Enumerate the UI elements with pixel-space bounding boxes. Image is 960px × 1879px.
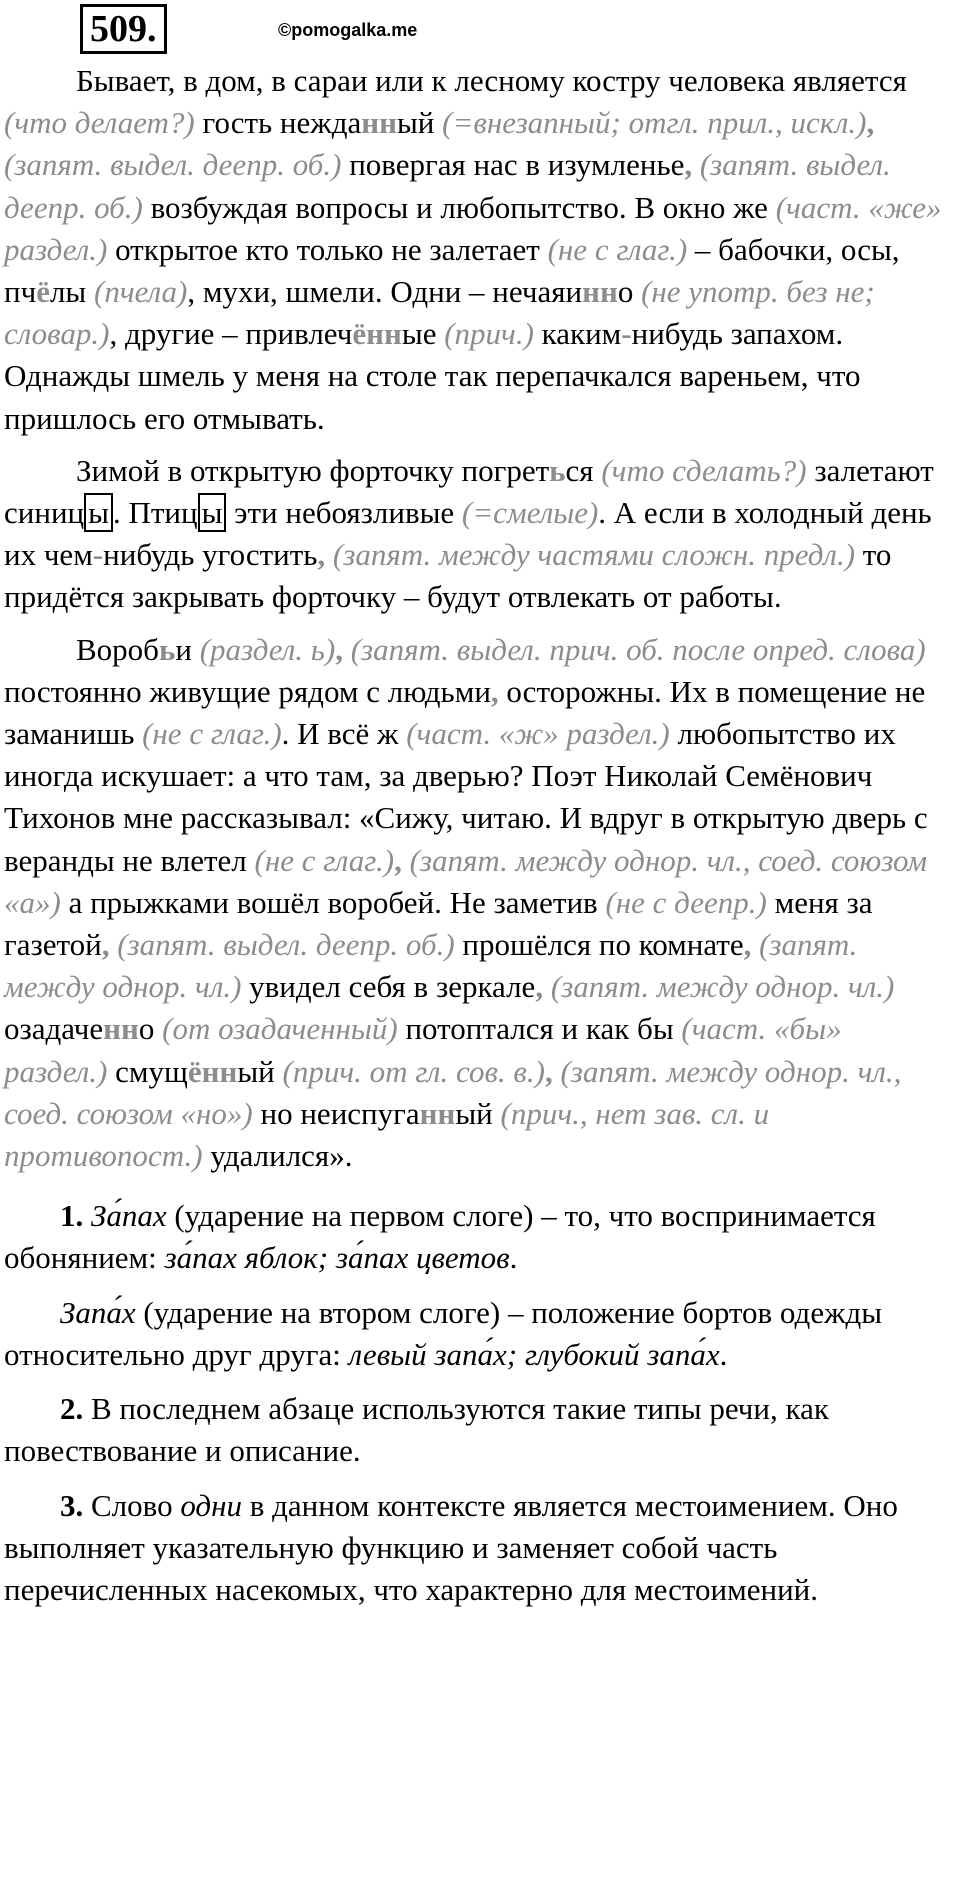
text-segment: возбуждая вопросы и любопытство. В окно же [142,189,776,225]
answer-paragraph [4,1292,952,1376]
text-segment: (=внезапный; отгл. прил., искл.) [442,105,867,141]
text-segment: (запят. выдел. деепр. об.) [117,927,455,963]
text-segment: ь [158,631,176,667]
text-segment: ы [198,493,227,532]
text-segment: ы [84,493,113,532]
text-segment [402,843,410,878]
text-segment: – бабочки, осы, пч [4,231,900,310]
text-segment: (пчела) [94,274,188,310]
text-segment: то придётся закрывать форточку – будут отвлекать от работы. [4,537,892,615]
text-segment: (част. «же» раздел.) [4,189,942,267]
answer-segment: Запа́х [60,1294,136,1330]
text-segment: , другие – привлеч [109,316,353,352]
exercise-text [4,60,952,1623]
text-segment: нн [361,105,397,141]
text-segment: (запят. между однор. чл., соед. союзом «а») [4,842,928,920]
answer-segment: за́пах яблок; за́пах цветов [164,1240,510,1276]
text-segment: (не с глаг.) [547,231,688,267]
text-segment: (от озадаченный) [162,1011,398,1047]
text-segment: (прич.) [444,316,534,352]
text-segment [751,927,759,962]
text-paragraph [4,60,952,440]
answers [4,1195,952,1611]
answer-paragraph [4,1195,952,1279]
text-segment: , [866,105,875,141]
text-segment: ь [549,452,566,488]
answer-segment: (ударение на первом слоге) – то, что воспринимается обонянием: [4,1198,876,1276]
text-segment: - [92,537,104,573]
answer-segment: в данном контексте является местоимением. Оно выполняет указательную функцию и заменяет собой часть перечисленных насекомых, что характерно для местоимений. [4,1487,898,1607]
text-segment: (=смелые) [461,495,599,531]
answer-segment: левый запа́х; глубокий запа́х [348,1336,720,1372]
text-segment: . И всё ж [281,716,407,752]
text-segment: ый [455,1095,501,1131]
text-segment: , [490,673,499,709]
text-segment: о [617,274,642,310]
text-segment: нн [582,274,618,310]
text-segment: (запят. между однор. чл.) [4,927,858,1005]
text-segment: потоптался и как бы [397,1011,682,1047]
text-segment: ый [237,1053,283,1089]
text-segment: , [544,1053,553,1089]
text-paragraph [4,450,952,619]
text-segment: ые [401,316,445,352]
text-segment: меня за газетой [4,884,873,963]
answer-segment: В последнем абзаце используются такие типы речи, как повествование и описание. [4,1391,829,1469]
text-segment: (раздел. ь) [199,631,336,667]
text-segment: каким [533,316,622,352]
text-segment: (прич. от гл. сов. в.) [282,1053,545,1089]
text-segment: ё [187,1053,202,1089]
text-segment [325,537,333,572]
text-segment: , [317,537,326,573]
answer-segment: одни [180,1487,242,1523]
text-segment: - [621,316,632,352]
text-segment: залетают синиц [4,452,934,531]
text-segment: (что сделать?) [601,452,807,488]
text-segment: ё [36,274,50,310]
text-segment: (запят. между однор. чл., соед. союзом «но») [4,1053,902,1131]
text-segment: (запят. выдел. деепр. об.) [4,147,342,183]
text-segment: (не с глаг.) [254,842,395,878]
text-segment: о [138,1011,163,1047]
text-segment [343,632,351,667]
text-segment: нибудь запахом. Однажды шмель у меня на столе так перепачкался вареньем, что пришлось его отмывать. [4,316,861,436]
text-segment: Зимой в открытую форточку погрет [76,452,550,488]
text-segment: постоянно живущие рядом с людьми [4,673,491,709]
text-segment [543,969,551,1004]
text-segment: любопытство их иногда искушает: а что там, за дверью? Поэт Николай Семёнович Тихонов мне рассказывал: «Сижу, читаю. И вдруг в открытую дверь с веранды не влетел [4,716,928,878]
exercise-number: 509. [80,4,167,54]
text-segment: открытое кто только не залетает [107,231,548,267]
text-segment: повергая нас в изумленье [341,147,685,183]
text-segment: гость нежда [194,105,362,141]
answer-segment: 3. [60,1487,91,1523]
text-segment: (не с деепр.) [605,884,767,920]
text-segment: (что делает?) [4,105,195,141]
site-watermark: ©pomogalka.me [278,20,418,40]
text-segment: но неиспуга [252,1095,420,1131]
text-segment: . Птиц [112,495,198,531]
answer-segment: 2. [60,1391,91,1427]
text-segment: Вороб [76,631,159,667]
answer-paragraph [4,1485,952,1612]
answer-segment: . [509,1240,518,1276]
text-segment: а прыжками вошёл воробей. Не заметив [60,884,606,920]
answer-segment: За́пах [91,1198,167,1234]
text-segment: (запят. между однор. чл.) [550,969,895,1005]
text-segment: ё [352,316,367,352]
text-segment: (не употр. без не; словар.) [4,274,875,352]
text-segment: (запят. выдел. прич. об. после опред. слова) [350,631,926,667]
text-segment: нн [419,1095,456,1131]
text-segment: нибудь угостить [103,537,318,573]
text-segment: осторожны. Их в помещение не заманишь [4,673,926,752]
text-paragraph [4,629,952,1178]
text-segment: эти небоязливые [226,495,462,531]
text-segment: (запят. выдел. деепр. об.) [4,147,891,225]
text-segment: озадаче [4,1011,104,1047]
text-segment: и [175,631,200,667]
text-segment: прошёлся по комнате [454,927,744,963]
text-segment: увидел себя в зеркале [241,969,536,1005]
text-segment: , [535,969,544,1005]
text-segment: , [743,927,752,963]
answer-segment: Слово [91,1487,181,1523]
answer-segment: 1. [60,1198,91,1234]
text-segment: смущ [107,1053,188,1089]
text-segment: , [684,147,693,183]
text-segment: . А если в холодный день их чем [4,495,932,573]
text-segment: (не с глаг.) [142,716,282,752]
text-segment: (част. «ж» раздел.) [406,716,670,752]
text-segment: нн [201,1053,238,1089]
text-segment: (запят. между частями сложн. предл.) [332,537,856,573]
text-segment: Бывает, в дом, в сараи или к лесному костру человека является [76,63,907,98]
answer-paragraph [4,1388,952,1472]
text-segment: , мухи, шмели. Одни – нечаяи [187,274,583,310]
text-segment: лы [49,274,95,310]
text-segment: нн [366,316,402,352]
text-segment: , [335,631,343,667]
text-segment: (прич., нет зав. сл. и противопост.) [4,1095,770,1174]
text-segment: ый [396,105,443,141]
text-segment: удалился». [202,1138,353,1174]
text-segment: (част. «бы» раздел.) [4,1011,842,1089]
answer-segment: . [719,1336,728,1372]
answer-segment: (ударение на втором слоге) – положение бортов одежды относительно друг друга: [4,1294,883,1372]
text-segment: , [101,927,110,963]
text-segment: ся [565,452,602,488]
text-segment [692,147,700,182]
text-segment: , [394,842,402,878]
paragraphs [4,60,952,1177]
text-segment: нн [103,1011,139,1047]
